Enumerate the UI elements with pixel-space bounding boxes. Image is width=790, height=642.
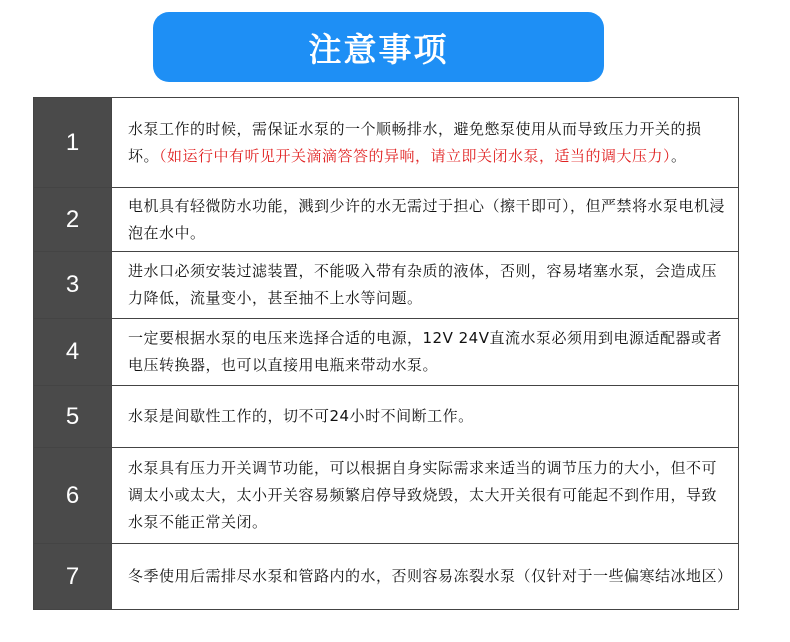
row-number: 2 xyxy=(34,188,112,251)
row-number: 1 xyxy=(34,98,112,187)
table-row xyxy=(34,385,738,447)
table-row xyxy=(34,543,738,609)
row-text: 进水口必须安装过滤装置，不能吸入带有杂质的液体，否则，容易堵塞水泵，会造成压力降低，流量变小，甚至抽不上水等问题。 xyxy=(128,262,718,307)
page-title: 注意事项 xyxy=(153,12,604,82)
row-number: 7 xyxy=(34,544,112,609)
table-row xyxy=(34,98,738,187)
table-row xyxy=(34,187,738,251)
row-number: 5 xyxy=(34,386,112,447)
row-text: 水泵具有压力开关调节功能，可以根据自身实际需求来适当的调节压力的大小，但不可调太小或太大，太小开关容易频繁启停导致烧毁，太大开关很有可能起不到作用，导致水泵不能正常关闭。 xyxy=(128,459,718,531)
row-number: 6 xyxy=(34,448,112,543)
row-text xyxy=(112,98,738,187)
row-text: 电机具有轻微防水功能，溅到少许的水无需过于担心（擦干即可），但严禁将水泵电机浸泡在水中。 xyxy=(128,196,726,242)
row-number: 4 xyxy=(34,319,112,385)
row-text: 一定要根据水泵的电压来选择合适的电源，12V 24V直流水泵必须用到电源适配器或者电压转换器，也可以直接用电瓶来带动水泵。 xyxy=(128,329,722,374)
table-row xyxy=(34,318,738,385)
row-text: 冬季使用后需排尽水泵和管路内的水，否则容易冻裂水泵（仅针对于一些偏寒结冰地区） xyxy=(128,567,733,585)
row-number: 3 xyxy=(34,252,112,318)
row-text: 水泵是间歇性工作的，切不可24小时不间断工作。 xyxy=(128,407,474,425)
table-row xyxy=(34,447,738,543)
notes-table xyxy=(33,97,739,610)
table-row xyxy=(34,251,738,318)
row-text-main: 水泵工作的时候，需保证水泵的一个顺畅排水，避免憋泵使用从而导致压力开关的损坏。 xyxy=(128,119,702,165)
row-text-tail: 。 xyxy=(671,146,687,165)
warning-text: （如运行中有听见开关滴滴答答的异响，请立即关闭水泵，适当的调大压力） xyxy=(159,146,672,165)
